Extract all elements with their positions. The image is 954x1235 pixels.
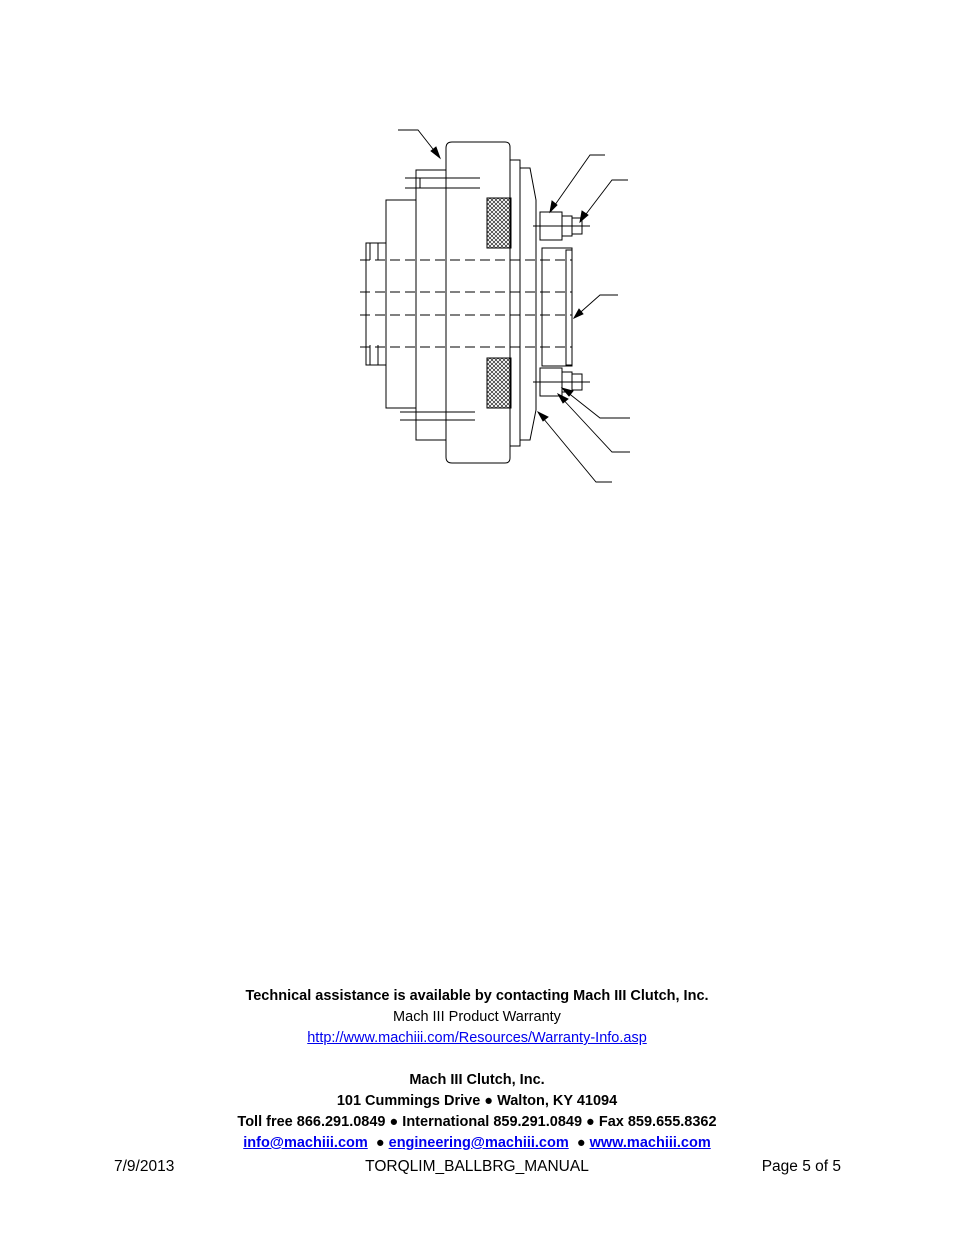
warranty-label: Mach III Product Warranty [393, 1009, 561, 1025]
footer-doc-name: TORQLIM_BALLBRG_MANUAL [365, 1158, 589, 1175]
website-link[interactable]: www.machiii.com [589, 1135, 711, 1151]
company-name: Mach III Clutch, Inc. [409, 1072, 545, 1088]
warranty-link[interactable]: http://www.machiii.com/Resources/Warranty-Info.asp [307, 1030, 647, 1046]
email-engineering-link[interactable]: engineering@machiii.com [388, 1135, 569, 1151]
center-lines [360, 178, 572, 347]
footer-date: 7/9/2013 [114, 1158, 175, 1175]
torque-limiter-drawing [340, 120, 640, 490]
technical-assistance-line: Technical assistance is available by contacting Mach III Clutch, Inc. [245, 988, 709, 1004]
separator-dot: ● [576, 1135, 586, 1151]
company-phones: Toll free 866.291.0849 ● International 859.291.0849 ● Fax 859.655.8362 [237, 1114, 717, 1130]
main-housing [446, 142, 536, 463]
separator-dot: ● [375, 1135, 385, 1151]
company-address: 101 Cummings Drive ● Walton, KY 41094 [336, 1093, 618, 1109]
callout-leaders [398, 130, 630, 482]
hub-body [366, 170, 480, 440]
contact-links-row [0, 1133, 954, 1154]
pressure-plate [533, 212, 590, 396]
warranty-link-row [0, 1028, 954, 1049]
footer-page-number: Page 5 of 5 [761, 1158, 841, 1175]
email-info-link[interactable]: info@machiii.com [243, 1135, 368, 1151]
